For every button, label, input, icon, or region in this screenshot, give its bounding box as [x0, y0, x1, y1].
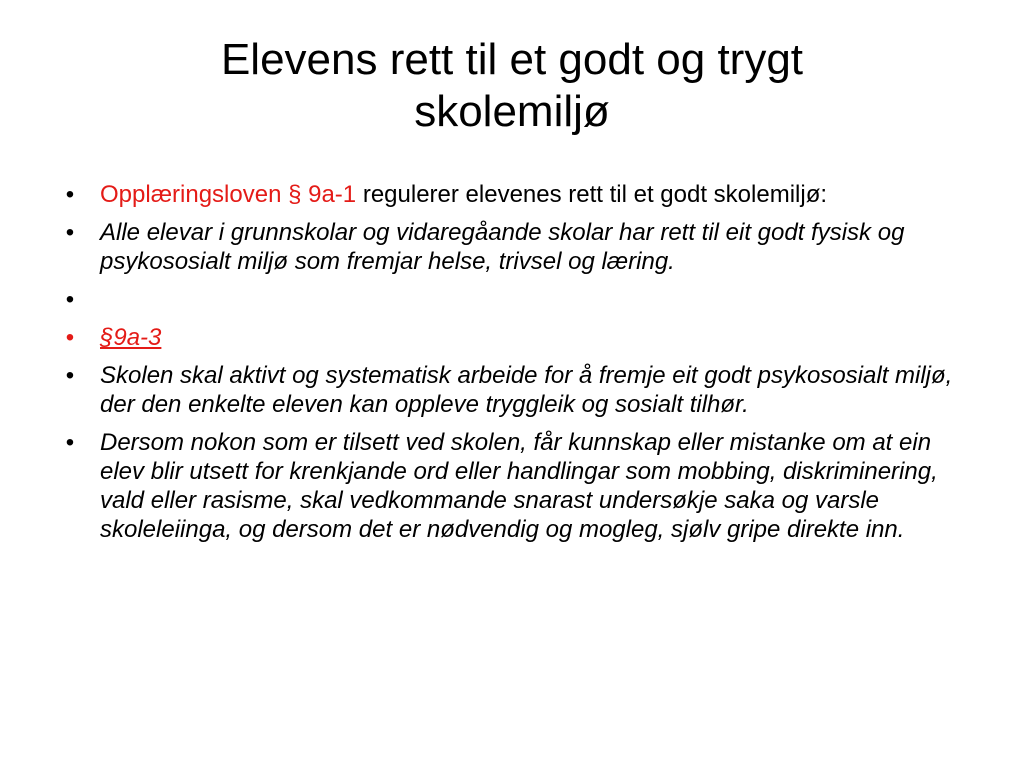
- bullet-item-9a-3-link: [60, 323, 960, 352]
- bullet-text: regulerer elevenes rett til et godt skolemiljø:: [356, 181, 828, 208]
- bullet-dot-icon: •: [65, 362, 75, 389]
- slide-title-line-1: Elevens rett til et godt og trygt: [220, 35, 804, 84]
- bullet-item-quote-9a-1: [60, 218, 960, 276]
- bullet-dot-icon: •: [65, 429, 75, 456]
- bullet-dot-icon: •: [65, 324, 75, 351]
- slide-title: [100, 34, 924, 138]
- bullet-dot-icon: •: [65, 181, 75, 208]
- law-link-9a-3[interactable]: §9a-3: [100, 324, 162, 351]
- bullet-dot-icon: •: [65, 286, 75, 313]
- bullet-item-quote-9a-3-a: [60, 361, 960, 419]
- bullet-item-quote-9a-3-b: [60, 428, 960, 544]
- bullet-text: Dersom nokon som er tilsett ved skolen, får kunnskap eller mistanke om at ein elev blir utsett for krenkjande ord eller handlingar som mobbing, diskriminering, vald eller rasisme, skal vedkommande snarast undersøkje saka og varsle skoleleiinga, og dersom det er nødvendig og mogleg, sjølv gripe direkte inn.: [100, 429, 938, 543]
- law-reference-9a-1: Opplæringsloven § 9a-1: [100, 181, 357, 208]
- bullet-text: Skolen skal aktivt og systematisk arbeide for å fremje eit godt psykososialt miljø, der den enkelte eleven kan oppleve tryggleik og sosialt tilhør.: [100, 362, 953, 418]
- bullet-item-opplaeringslova-9a-1: [60, 180, 960, 209]
- slide-title-line-2: skolemiljø: [414, 87, 610, 136]
- bullet-dot-icon: •: [65, 219, 75, 246]
- bullet-list: [60, 180, 960, 553]
- bullet-text: Alle elevar i grunnskolar og vidaregåande skolar har rett til eit godt fysisk og psykososialt miljø som fremjar helse, trivsel og læring.: [100, 219, 905, 275]
- bullet-item-empty: [60, 285, 960, 314]
